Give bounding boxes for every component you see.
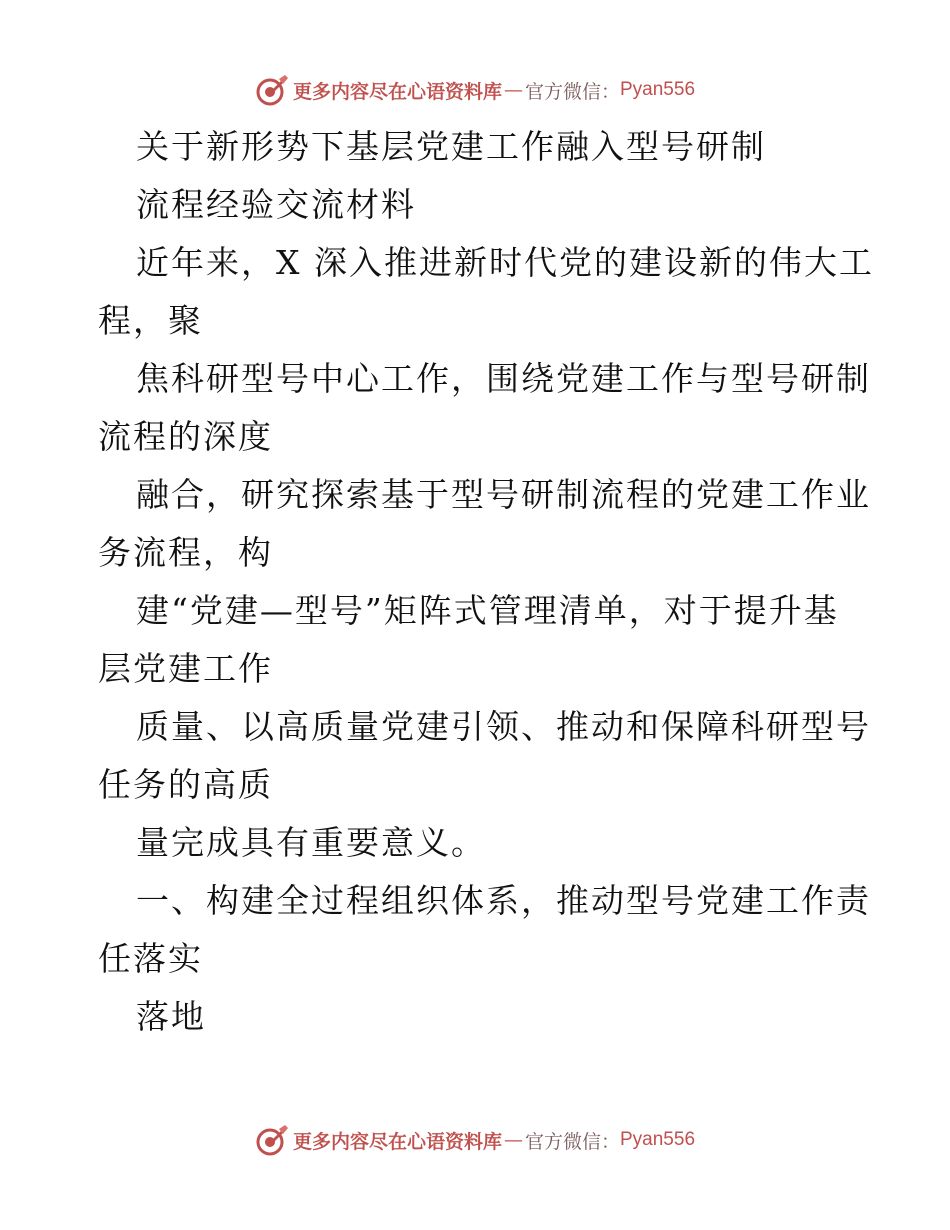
header-brand-text: 更多内容尽在心语资料库 [292,80,502,103]
paragraph-line: 流程的深度 [98,417,273,456]
title-line-1: 关于新形势下基层党建工作融入型号研制 [136,127,766,166]
header-banner [0,70,950,110]
quill-logo-icon [255,73,289,107]
document-body [98,118,874,1046]
footer-dash: — [503,1129,523,1151]
quill-logo-icon [255,1123,289,1157]
paragraph-line: 务流程，构 [98,533,273,572]
paragraph-line: 融合，研究探索基于型号研制流程的党建工作业 [136,475,871,514]
section-heading-line: 任落实 [98,939,203,978]
paragraph-line: 建“党建—型号”矩阵式管理清单，对于提升基 [136,591,839,630]
footer-brand-text: 更多内容尽在心语资料库 [292,1130,502,1153]
paragraph-line: 近年来，X 深入推进新时代党的建设新的伟大工 [136,243,874,282]
paragraph-line: 焦科研型号中心工作，围绕党建工作与型号研制 [136,359,871,398]
footer-wechat-id: Pyan556 [620,1129,696,1150]
footer-wechat-label: 官方微信： [524,1130,620,1153]
title-line-2: 流程经验交流材料 [136,185,416,224]
header-wechat-label: 官方微信： [524,80,620,103]
paragraph-line: 量完成具有重要意义。 [136,823,486,862]
paragraph-line: 质量、以高质量党建引领、推动和保障科研型号 [136,707,871,746]
header-dash: — [503,79,523,101]
section-heading-line: 一、构建全过程组织体系，推动型号党建工作责 [136,881,871,920]
paragraph-line: 任务的高质 [98,765,273,804]
footer-banner [0,1120,950,1160]
paragraph-line: 程，聚 [98,301,203,340]
paragraph-line: 层党建工作 [98,649,273,688]
header-wechat-id: Pyan556 [620,79,696,100]
section-heading-line: 落地 [136,997,206,1036]
